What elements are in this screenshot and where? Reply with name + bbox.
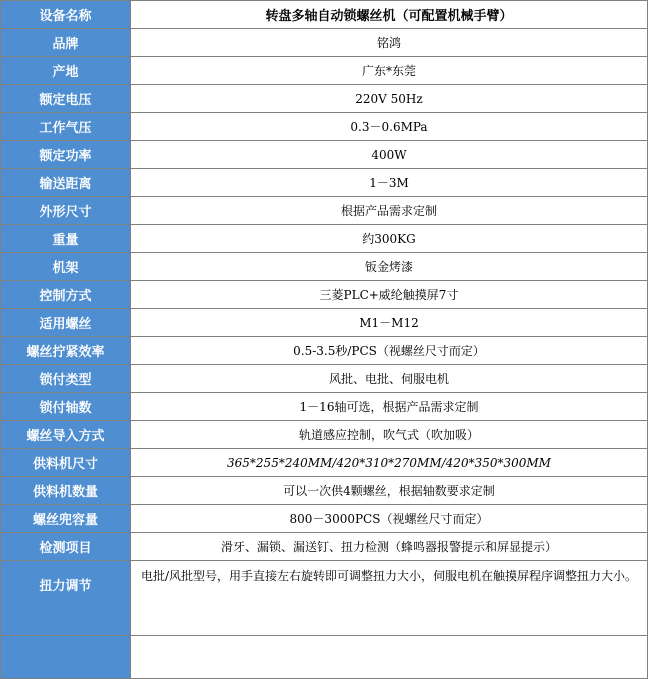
value-axis-count: 1－16轴可选，根据产品需求定制 bbox=[131, 393, 648, 421]
row-feed-method bbox=[1, 421, 648, 449]
row-frame bbox=[1, 253, 648, 281]
label-brand: 品牌 bbox=[1, 29, 131, 57]
value-feeder-count: 可以一次供4颗螺丝，根据轴数要求定制 bbox=[131, 477, 648, 505]
value-rated-voltage: 220V 50Hz bbox=[131, 85, 648, 113]
row-feeder-size bbox=[1, 449, 648, 477]
row-applicable-screws bbox=[1, 309, 648, 337]
value-applicable-screws: M1－M12 bbox=[131, 309, 648, 337]
label-feeder-count: 供料机数量 bbox=[1, 477, 131, 505]
value-hopper-capacity: 800－3000PCS（视螺丝尺寸而定） bbox=[131, 505, 648, 533]
row-weight bbox=[1, 225, 648, 253]
row-air-pressure bbox=[1, 113, 648, 141]
row-conveying-distance bbox=[1, 169, 648, 197]
value-tightening-efficiency: 0.5-3.5秒/PCS（视螺丝尺寸而定） bbox=[131, 337, 648, 365]
label-feeder-size: 供料机尺寸 bbox=[1, 449, 131, 477]
label-frame: 机架 bbox=[1, 253, 131, 281]
label-origin: 产地 bbox=[1, 57, 131, 85]
row-empty bbox=[1, 636, 648, 679]
label-weight: 重量 bbox=[1, 225, 131, 253]
label-rated-voltage: 额定电压 bbox=[1, 85, 131, 113]
row-device-name bbox=[1, 1, 648, 29]
row-axis-count bbox=[1, 393, 648, 421]
label-air-pressure: 工作气压 bbox=[1, 113, 131, 141]
label-applicable-screws: 适用螺丝 bbox=[1, 309, 131, 337]
label-rated-power: 额定功率 bbox=[1, 141, 131, 169]
value-dimensions: 根据产品需求定制 bbox=[131, 197, 648, 225]
row-feeder-count bbox=[1, 477, 648, 505]
value-empty bbox=[131, 636, 648, 679]
value-frame: 钣金烤漆 bbox=[131, 253, 648, 281]
row-brand bbox=[1, 29, 648, 57]
value-feed-method: 轨道感应控制，吹气式（吹加吸） bbox=[131, 421, 648, 449]
value-conveying-distance: 1－3M bbox=[131, 169, 648, 197]
label-torque-adjustment: 扭力调节 bbox=[1, 561, 131, 636]
label-control-mode: 控制方式 bbox=[1, 281, 131, 309]
row-locking-type bbox=[1, 365, 648, 393]
value-torque-adjustment: 电批/风批型号，用手直接左右旋转即可调整扭力大小，伺服电机在触摸屏程序调整扭力大小。 bbox=[131, 561, 648, 636]
label-axis-count: 锁付轴数 bbox=[1, 393, 131, 421]
value-control-mode: 三菱PLC+威纶触摸屏7寸 bbox=[131, 281, 648, 309]
value-feeder-size: 365*255*240MM/420*310*270MM/420*350*300MM bbox=[131, 449, 648, 477]
row-control-mode bbox=[1, 281, 648, 309]
label-inspection-items: 检测项目 bbox=[1, 533, 131, 561]
label-empty bbox=[1, 636, 131, 679]
label-tightening-efficiency: 螺丝拧紧效率 bbox=[1, 337, 131, 365]
row-tightening-efficiency bbox=[1, 337, 648, 365]
label-hopper-capacity: 螺丝兜容量 bbox=[1, 505, 131, 533]
row-dimensions bbox=[1, 197, 648, 225]
value-inspection-items: 滑牙、漏锁、漏送钉、扭力检测（蜂鸣器报警提示和屏显提示） bbox=[131, 533, 648, 561]
value-origin: 广东*东莞 bbox=[131, 57, 648, 85]
label-locking-type: 锁付类型 bbox=[1, 365, 131, 393]
row-hopper-capacity bbox=[1, 505, 648, 533]
value-device-name: 转盘多轴自动锁螺丝机（可配置机械手臂） bbox=[131, 1, 648, 29]
value-air-pressure: 0.3－0.6MPa bbox=[131, 113, 648, 141]
row-rated-voltage bbox=[1, 85, 648, 113]
row-origin bbox=[1, 57, 648, 85]
value-rated-power: 400W bbox=[131, 141, 648, 169]
row-rated-power bbox=[1, 141, 648, 169]
row-torque-adjustment bbox=[1, 561, 648, 636]
value-brand: 铭鸿 bbox=[131, 29, 648, 57]
label-device-name: 设备名称 bbox=[1, 1, 131, 29]
value-weight: 约300KG bbox=[131, 225, 648, 253]
row-inspection-items bbox=[1, 533, 648, 561]
label-feed-method: 螺丝导入方式 bbox=[1, 421, 131, 449]
value-locking-type: 风批、电批、伺服电机 bbox=[131, 365, 648, 393]
label-conveying-distance: 输送距离 bbox=[1, 169, 131, 197]
label-dimensions: 外形尺寸 bbox=[1, 197, 131, 225]
